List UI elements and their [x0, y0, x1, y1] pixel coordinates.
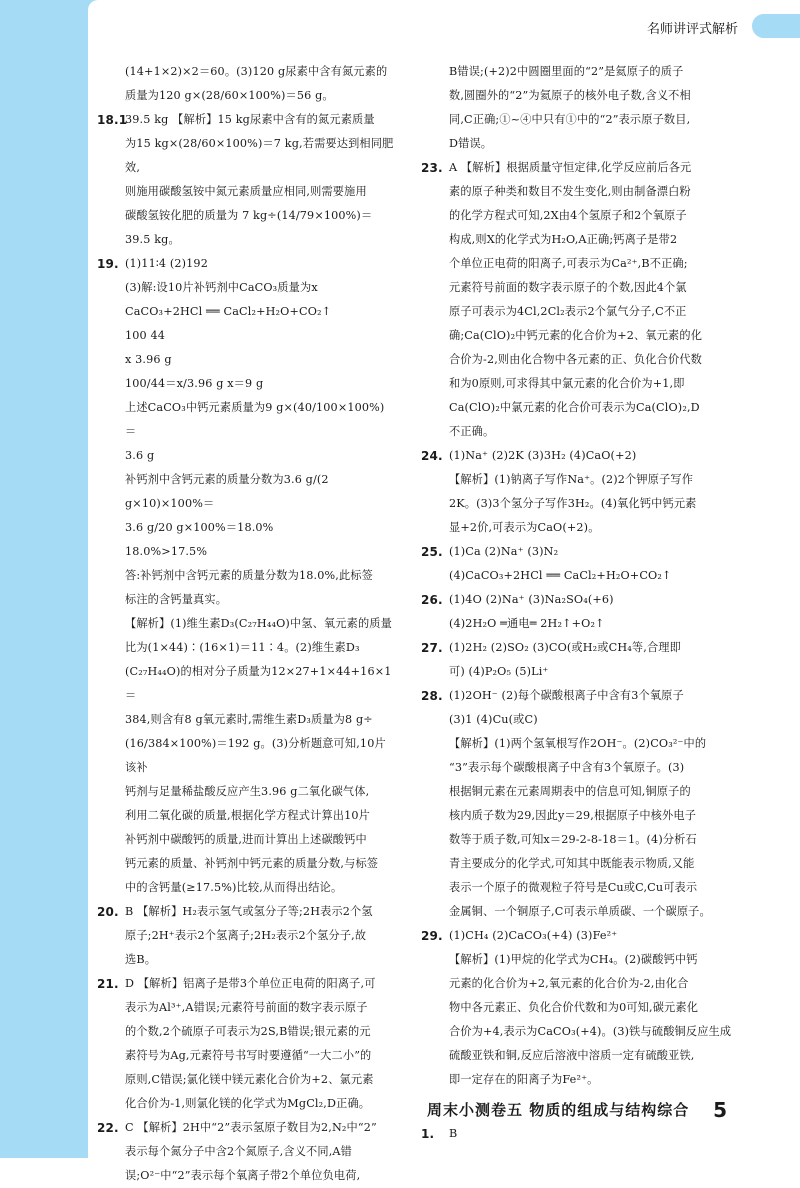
answer-21	[97, 972, 395, 1116]
text-line: 碳酸氢铵化肥的质量为 7 kg÷(14/79×100%)＝	[125, 209, 373, 222]
text-line: 答:补钙剂中含钙元素的质量分数为18.0%,此标签	[125, 569, 373, 582]
text-line: 根据铜元素在元素周期表中的信息可知,铜原子的	[449, 785, 691, 798]
text-line: 标注的含钙量真实。	[125, 593, 228, 606]
text-line: (1)Na⁺ (2)2K (3)3H₂ (4)CaO(+2)	[449, 449, 637, 462]
text-line: 显+2价,可表示为CaO(+2)。	[449, 521, 600, 534]
text-line: 为15 kg×(28/60×100%)＝7 kg,若需要达到相同肥效,	[125, 137, 394, 174]
text-line: 合价为+4,表示为CaCO₃(+4)。(3)铁与硫酸铜反应生成	[449, 1025, 732, 1038]
answer-24	[421, 444, 733, 540]
text-line: 100 44	[125, 329, 166, 342]
answer-20	[97, 900, 395, 972]
text-line: 上述CaCO₃中钙元素质量为9 g×(40/100×100%)＝	[125, 401, 385, 438]
left-column	[97, 60, 395, 1188]
text-line: 误;O²⁻中“2”表示每个氧离子带2个单位负电荷,	[125, 1169, 361, 1182]
question-number: 21.	[97, 977, 119, 991]
question-number: 27.	[421, 641, 443, 655]
question-number: 24.	[421, 449, 443, 463]
text-line: 2K。(3)3个氢分子写作3H₂。(4)氧化钙中钙元素	[449, 497, 697, 510]
text-line: 不正确。	[449, 425, 495, 438]
text-line: 个单位正电荷的阳离子,可表示为Ca²⁺,B不正确;	[449, 257, 688, 270]
text-line: 39.5 kg。	[125, 233, 180, 246]
text-line: 39.5 kg 【解析】15 kg尿素中含有的氮元素质量	[125, 113, 375, 126]
text-line: A 【解析】根据质量守恒定律,化学反应前后各元	[449, 161, 692, 174]
text-line: 的个数,2个硫原子可表示为2S,B错误;银元素的元	[125, 1025, 371, 1038]
text-line: C 【解析】2H中“2”表示氢原子数目为2,N₂中“2”	[125, 1121, 377, 1134]
answer-22	[97, 1116, 395, 1188]
text-line: 物中各元素正、负化合价代数和为0可知,碳元素化	[449, 1001, 699, 1014]
text-line: 钙元素的质量、补钙剂中钙元素的质量分数,与标签	[125, 857, 379, 870]
text-line: 100/44＝x/3.96 g x＝9 g	[125, 377, 264, 390]
question-number: 28.	[421, 689, 443, 703]
text-line: 补钙剂中碳酸钙的质量,进而计算出上述碳酸钙中	[125, 833, 367, 846]
answer-23	[421, 156, 733, 444]
text-line: (1)2H₂ (2)SO₂ (3)CO(或H₂或CH₄等,合理即	[449, 641, 681, 654]
question-number: 23.	[421, 161, 443, 175]
text-line: 18.0%>17.5%	[125, 545, 208, 558]
text-line: (1)CH₄ (2)CaCO₃(+4) (3)Fe²⁺	[449, 929, 618, 942]
text-line: 比为(1×44)∶(16×1)＝11∶4。(2)维生素D₃	[125, 641, 360, 654]
text-line: 数,圆圈外的“2”为氦原子的核外电子数,含义不相	[449, 89, 691, 102]
text-line: 3.6 g/20 g×100%＝18.0%	[125, 521, 274, 534]
text-line: 利用二氧化碳的质量,根据化学方程式计算出10片	[125, 809, 370, 822]
text-line: (1)2OH⁻ (2)每个碳酸根离子中含有3个氧原子	[449, 689, 684, 702]
section-title: 周末小测卷五 物质的组成与结构综合	[427, 1101, 690, 1119]
text-line: 确;Ca(ClO)₂中钙元素的化合价为+2、氧元素的化	[449, 329, 703, 342]
text-line: 构成,则X的化学式为H₂O,A正确;钙离子是带2	[449, 233, 678, 246]
text-line: 表示一个原子的微观粒子符号是Cu或C,Cu可表示	[449, 881, 698, 894]
text-line: 【解析】(1)两个氢氧根写作2OH⁻。(2)CO₃²⁻中的	[449, 737, 707, 750]
header-tag: 名师讲评式解析	[646, 22, 738, 37]
text-line: 元素符号前面的数字表示原子的个数,因此4个氯	[449, 281, 687, 294]
answer-28	[421, 684, 733, 924]
right-column	[421, 60, 733, 1146]
text-line: 金属铜、一个铜原子,C可表示单质碳、一个碳原子。	[449, 905, 711, 918]
question-number: 20.	[97, 905, 119, 919]
text-line: 则施用碳酸氢铵中氮元素质量应相同,则需要施用	[125, 185, 367, 198]
text-line: (3)1 (4)Cu(或C)	[449, 713, 538, 726]
text-line: 数等于质子数,可知x＝29-2-8-18＝1。(4)分析石	[449, 833, 697, 846]
text-line: 素符号为Ag,元素符号书写时要遵循“一大二小”的	[125, 1049, 372, 1062]
text-line: B错误;(+2)2中圆圈里面的“2”是氦原子的质子	[449, 65, 684, 78]
text-line: B	[449, 1127, 458, 1140]
answer-18	[97, 108, 395, 252]
text-line: D错误。	[449, 137, 493, 150]
answer-26	[421, 588, 733, 636]
question-number: 25.	[421, 545, 443, 559]
text-line: 的化学方程式可知,2X由4个氢原子和2个氧原子	[449, 209, 687, 222]
text-line: 【解析】(1)甲烷的化学式为CH₄。(2)碳酸钙中钙	[449, 953, 698, 966]
answer-19	[97, 252, 395, 900]
text-line: (16/384×100%)＝192 g。(3)分析题意可知,10片该补	[125, 737, 386, 774]
answer-25	[421, 540, 733, 588]
text-line: (1)11∶4 (2)192	[125, 257, 208, 270]
text-line: (1)4O (2)Na⁺ (3)Na₂SO₄(+6)	[449, 593, 614, 606]
text-line: 和为0原则,可求得其中氯元素的化合价为+1,即	[449, 377, 685, 390]
text-line: 青主要成分的化学式,可知其中既能表示物质,又能	[449, 857, 695, 870]
text-line: 补钙剂中含钙元素的质量分数为3.6 g/(2 g×10)×100%＝	[125, 473, 329, 510]
text-line: 384,则含有8 g氧元素时,需维生素D₃质量为8 g÷	[125, 713, 373, 726]
text-line: 表示为Al³⁺,A错误;元素符号前面的数字表示原子	[125, 1001, 368, 1014]
text-line: 即一定存在的阳离子为Fe²⁺。	[449, 1073, 599, 1086]
text-line: 合价为-2,则由化合物中各元素的正、负化合价代数	[449, 353, 702, 366]
text-line: 【解析】(1)维生素D₃(C₂₇H₄₄O)中氢、氧元素的质量	[125, 617, 392, 630]
text-line: 原则,C错误;氯化镁中镁元素化合价为+2、氯元素	[125, 1073, 374, 1086]
text-line: 素的原子种类和数目不发生变化,则由制备漂白粉	[449, 185, 691, 198]
text-line: 硫酸亚铁和铜,反应后溶液中溶质一定有硫酸亚铁,	[449, 1049, 695, 1062]
question-number: 1.	[421, 1127, 435, 1141]
text-line: 表示每个氮分子中含2个氮原子,含义不同,A错	[125, 1145, 352, 1158]
question-number: 29.	[421, 929, 443, 943]
answer-1	[421, 1122, 733, 1146]
question-number: 26.	[421, 593, 443, 607]
text-line: 质量为120 g×(28/60×100%)＝56 g。	[125, 89, 334, 102]
text-line: CaCO₃+2HCl ══ CaCl₂+H₂O+CO₂↑	[125, 305, 332, 318]
page-number: 5	[713, 1098, 727, 1122]
text-line: B 【解析】H₂表示氢气或氢分子等;2H表示2个氢	[125, 905, 373, 918]
text-line: 原子;2H⁺表示2个氢离子;2H₂表示2个氢分子,故	[125, 929, 367, 942]
text-line: 钙剂与足量稀盐酸反应产生3.96 g二氧化碳气体,	[125, 785, 370, 798]
q22-continuation	[421, 60, 733, 156]
text-line: (C₂₇H₄₄O)的相对分子质量为12×27+1×44+16×1＝	[125, 665, 392, 702]
text-line: x 3.96 g	[125, 353, 172, 366]
question-number: 18.1	[97, 113, 128, 127]
text-line: D 【解析】铝离子是带3个单位正电荷的阳离子,可	[125, 977, 376, 990]
text-line: 选B。	[125, 953, 157, 966]
text-line: 可) (4)P₂O₅ (5)Li⁺	[449, 665, 549, 678]
text-line: (4)CaCO₃+2HCl ══ CaCl₂+H₂O+CO₂↑	[449, 569, 672, 582]
text-line: 化合价为-1,则氯化镁的化学式为MgCl₂,D正确。	[125, 1097, 371, 1110]
question-number: 22.	[97, 1121, 119, 1135]
header-tab-marker	[752, 14, 800, 38]
text-line: 【解析】(1)钠离子写作Na⁺。(2)2个钾原子写作	[449, 473, 694, 486]
text-line: “3”表示每个碳酸根离子中含有3个氧原子。(3)	[449, 761, 685, 774]
text-line: (3)解:设10片补钙剂中CaCO₃质量为x	[125, 281, 318, 294]
text-line: 元素的化合价为+2,氧元素的化合价为-2,由化合	[449, 977, 689, 990]
text-line: Ca(ClO)₂中氯元素的化合价可表示为Ca(ClO)₂,D	[449, 401, 700, 414]
text-line: (1)Ca (2)Na⁺ (3)N₂	[449, 545, 559, 558]
answer-29	[421, 924, 733, 1092]
text-line: 同,C正确;①~④中只有①中的“2”表示原子数目,	[449, 113, 691, 126]
page-margin-band	[0, 0, 88, 1158]
answer-27	[421, 636, 733, 684]
question-number: 19.	[97, 257, 119, 271]
text-line: (4)2H₂O ═通电═ 2H₂↑+O₂↑	[449, 617, 605, 630]
text-line: (14+1×2)×2＝60。(3)120 g尿素中含有氮元素的	[125, 65, 388, 78]
text-line: 中的含钙量(≥17.5%)比较,从而得出结论。	[125, 881, 343, 894]
text-line: 原子可表示为4Cl,2Cl₂表示2个氯气分子,C不正	[449, 305, 687, 318]
text-line: 核内质子数为29,因此y＝29,根据原子中核外电子	[449, 809, 697, 822]
q17-continuation	[97, 60, 395, 108]
text-line: 3.6 g	[125, 449, 155, 462]
